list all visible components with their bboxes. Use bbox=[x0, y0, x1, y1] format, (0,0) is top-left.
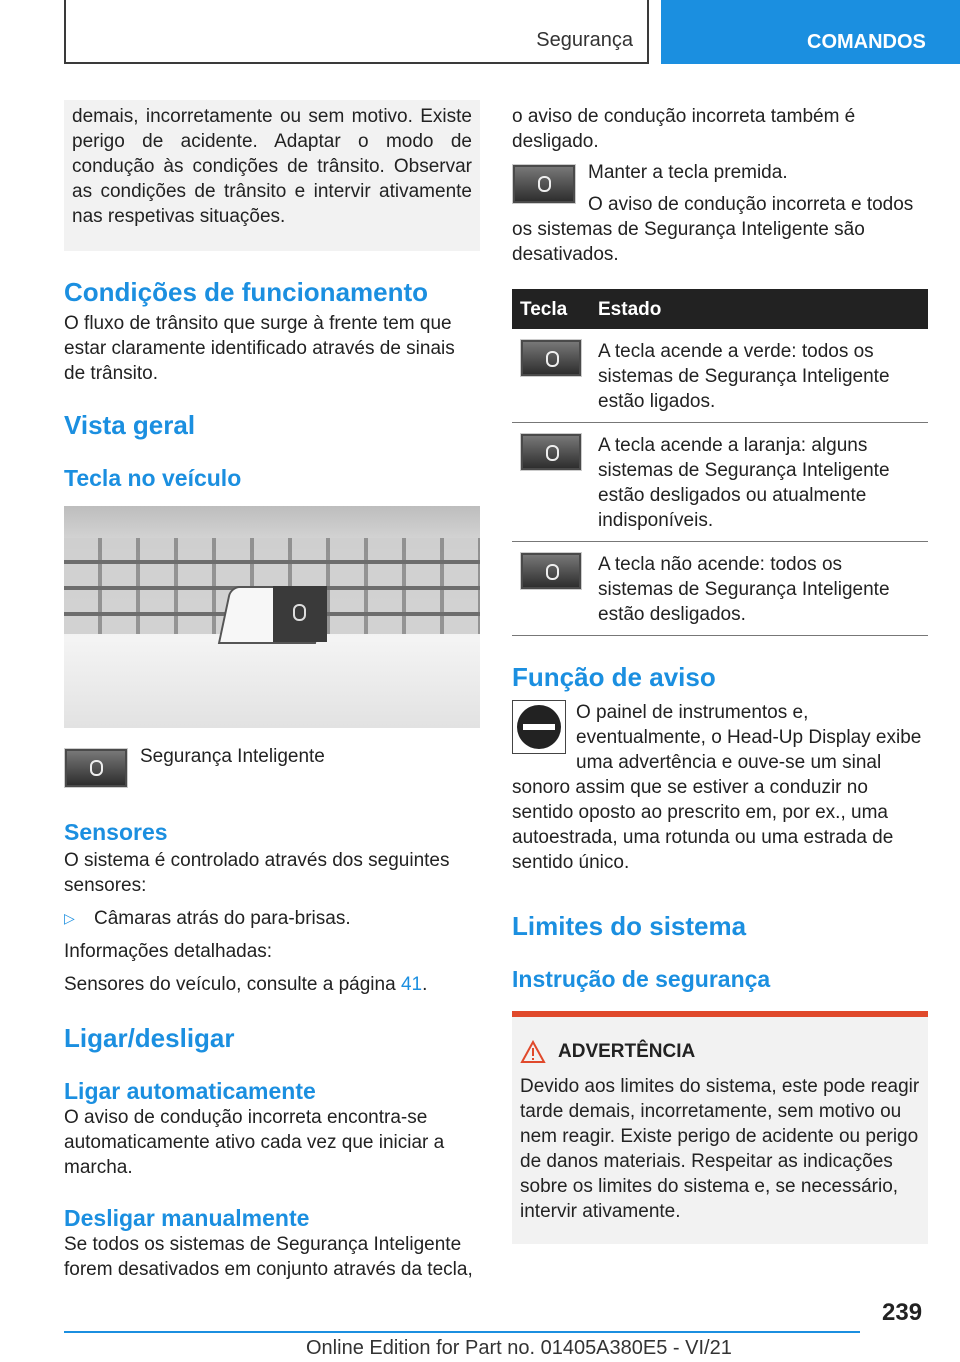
table-row: A tecla acende a laranja: alguns sistemas de Segurança Inteligente estão desligados ou atualmente indisponíveis. bbox=[512, 423, 928, 542]
page-number: 239 bbox=[882, 1299, 923, 1326]
intro-text: demais, incorretamente ou sem motivo. Existe perigo de acidente. Adaptar o modo de condução às condições de trânsito. Observar as condições de trânsito e intervir ativamente nas respetivas situações. bbox=[72, 106, 472, 227]
header-section: Segurança bbox=[536, 29, 633, 51]
warning-function-text: O painel de instrumentos e, eventualmente, o Head-Up Display exibe uma advertência e ouve-se um sinal sonoro assim que se estiver a conduzir no sentido oposto ao prescrito em, por ex., uma autoestrada, uma rotunda ou uma estrada de sentido único. bbox=[512, 702, 922, 873]
heading-conditions: Condições de funcionamento bbox=[64, 277, 429, 307]
table-row: A tecla não acende: todos os sistemas de Segurança Inteligente estão desligados. bbox=[512, 542, 928, 636]
intelligent-safety-key-icon bbox=[64, 748, 128, 788]
heading-sensors: Sensores bbox=[64, 819, 168, 845]
sensor-list-item: ▷ Câmaras atrás do para-brisas. bbox=[64, 908, 351, 929]
details-label: Informações detalhadas: bbox=[64, 941, 273, 962]
header-chapter: COMANDOS bbox=[807, 31, 926, 53]
table-row: A tecla acende a verde: todos os sistemas de Segurança Inteligente estão ligados. bbox=[512, 329, 928, 423]
intelligent-safety-key-icon bbox=[520, 552, 582, 590]
intro-warning-box bbox=[64, 100, 480, 251]
intelligent-safety-key-icon bbox=[512, 164, 576, 204]
warning-box bbox=[512, 1011, 928, 1244]
footer-divider bbox=[64, 1331, 860, 1333]
heading-safety-instruction: Instrução de segurança bbox=[512, 966, 771, 992]
heading-auto-on: Ligar automaticamente bbox=[64, 1078, 316, 1104]
intelligent-safety-key-icon bbox=[520, 433, 582, 471]
left-column bbox=[64, 100, 480, 1282]
triangle-bullet-icon: ▷ bbox=[64, 910, 75, 926]
right-column bbox=[512, 100, 928, 1244]
intelligent-safety-icon bbox=[293, 604, 306, 621]
conditions-text: O fluxo de trânsito que surge à frente tem que estar claramente identificado através de sinais de trânsito. bbox=[64, 313, 455, 384]
auto-text: O aviso de condução incorreta encontra-se automaticamente ativo cada vez que iniciar a marcha. bbox=[64, 1107, 445, 1178]
header-section-box bbox=[64, 0, 649, 64]
details-reference: Sensores do veículo, consulte a página 41. bbox=[64, 974, 428, 995]
sensors-text: O sistema é controlado através dos seguintes sensores: bbox=[64, 850, 450, 896]
page-link[interactable]: 41 bbox=[400, 974, 423, 995]
heading-manual-off: Desligar manualmente bbox=[64, 1205, 310, 1231]
heading-key-in-vehicle: Tecla no veículo bbox=[64, 465, 242, 491]
warning-triangle-icon bbox=[520, 1040, 546, 1064]
heading-on-off: Ligar/desligar bbox=[64, 1023, 235, 1053]
col-status: Estado bbox=[590, 289, 928, 329]
warning-text: Devido aos limites do sistema, este pode reagir tarde demais, incorretamente, sem motivo ou nem reagir. Existe perigo de acidente ou perigo de danos materiais. Respeitar as indicações sobre os limites do sistema e, se necessário, intervir ativamente. bbox=[520, 1076, 920, 1222]
header-chapter-tab[interactable] bbox=[661, 0, 960, 64]
vehicle-key-photo bbox=[64, 506, 480, 728]
edition-info: Online Edition for Part no. 01405A380E5 - VI/21 bbox=[306, 1337, 732, 1359]
warning-title: ADVERTÊNCIA bbox=[558, 1041, 696, 1062]
heading-overview: Vista geral bbox=[64, 410, 196, 440]
manual-text: Se todos os sistemas de Segurança Inteligente forem desativados em conjunto através da tecla, bbox=[64, 1234, 473, 1280]
heading-system-limits: Limites do sistema bbox=[512, 911, 747, 941]
hold-text: Manter a tecla premida. bbox=[588, 162, 788, 183]
col-key: Tecla bbox=[512, 289, 590, 329]
no-entry-icon bbox=[512, 700, 566, 754]
key-status-table bbox=[512, 289, 928, 636]
continued-text: o aviso de condução incorreta também é desligado. bbox=[512, 106, 856, 152]
key-caption: Segurança Inteligente bbox=[140, 746, 325, 767]
intelligent-safety-key-icon bbox=[520, 339, 582, 377]
hold-text-2: O aviso de condução incorreta e todos os sistemas de Segurança Inteligente são desativados. bbox=[512, 194, 914, 265]
heading-warning-function: Função de aviso bbox=[512, 662, 716, 692]
